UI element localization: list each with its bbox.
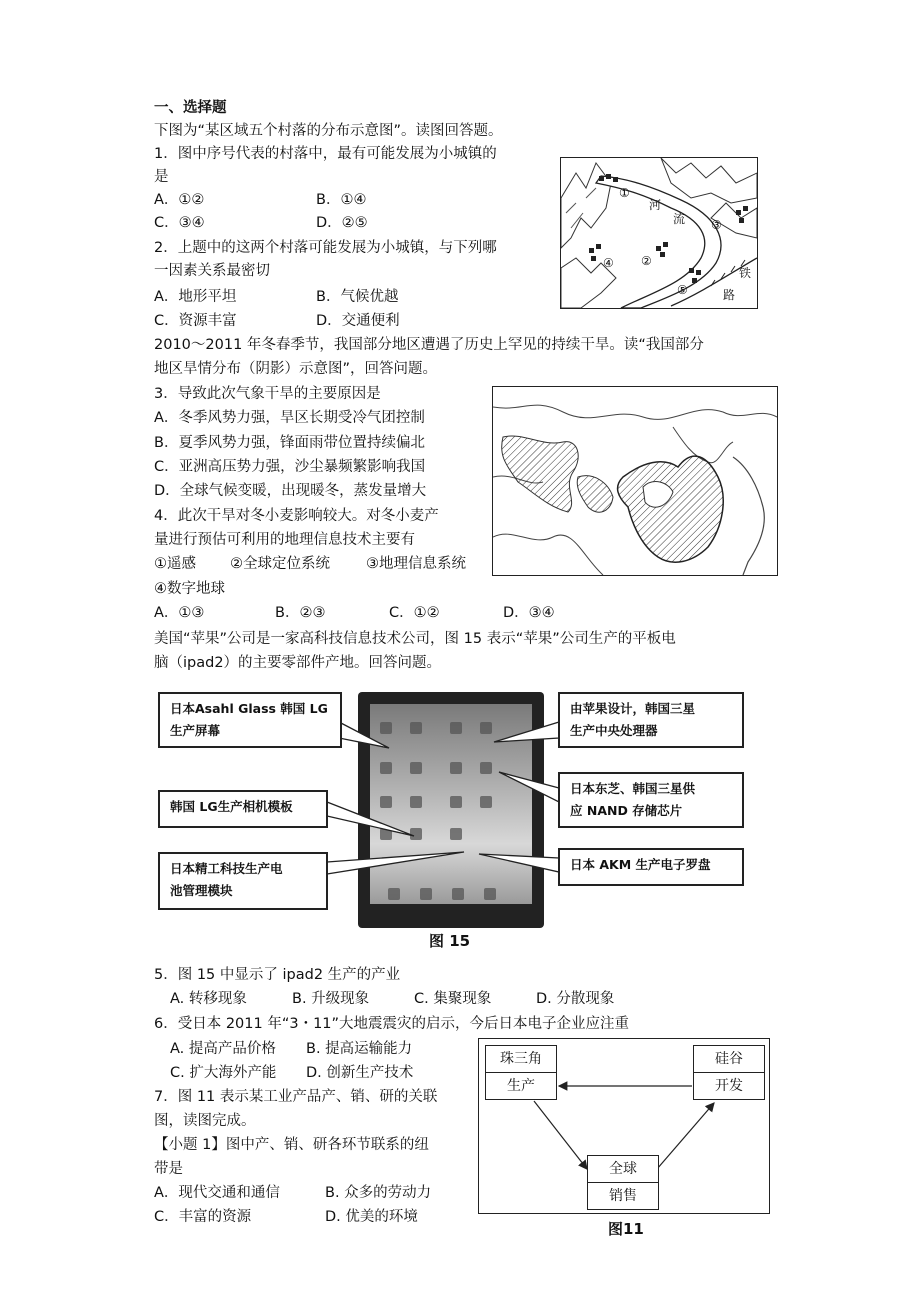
q2-option-c[interactable]: C．资源丰富 [154,313,237,329]
q7-option-b[interactable]: B. 众多的劳动力 [325,1185,432,1201]
q2-stem-cont: 一因素关系最密切 [154,263,270,279]
flow-node-sales-role: 销售 [588,1182,658,1209]
q3-option-a[interactable]: A．冬季风势力强，旱区长期受冷气团控制 [154,410,425,426]
callout-nand [558,772,744,828]
callout-nand-line2: 应 NAND 存储芯片 [570,803,683,818]
flow-node-development [693,1045,765,1100]
intro-drought: 2010～2011 年冬春季节，我国部分地区遭遇了历史上罕见的持续干旱。读“我国部分 [154,337,704,353]
callout-camera [158,790,328,828]
ipad-figure [154,686,750,954]
q3-option-d[interactable]: D．全球气候变暖，出现暖冬，蒸发量增大 [154,483,427,499]
q4-item-2: ②全球定位系统 [230,556,330,572]
q6-option-c[interactable]: C. 扩大海外产能 [170,1065,277,1081]
callout-battery-line2: 池管理模块 [170,883,233,898]
intro-apple-cont: 脑（ipad2）的主要零部件产地。回答问题。 [154,655,442,671]
q6-stem: 6．受日本 2011 年“3・11”大地震震灾的启示，今后日本电子企业应注重 [154,1016,630,1032]
q6-option-a[interactable]: A. 提高产品价格 [170,1041,276,1057]
q5-option-c[interactable]: C. 集聚现象 [414,991,492,1007]
callout-screen-line1: 日本Asahl Glass 韩国 LG [170,701,328,716]
section-title: 一、选择题 [154,100,227,116]
q3-stem: 3．导致此次气象干旱的主要原因是 [154,386,381,402]
q5-option-b[interactable]: B. 升级现象 [292,991,370,1007]
flow-node-sales-region: 全球 [609,1161,637,1177]
q4-option-c[interactable]: C．①② [389,605,440,621]
q2-option-d[interactable]: D．交通便利 [316,313,400,329]
q4-stem-cont: 量进行预估可利用的地理信息技术主要有 [154,532,415,548]
q6-option-d[interactable]: D. 创新生产技术 [306,1065,414,1081]
river-label-2: 流 [673,212,686,226]
road-label: 路 [723,288,736,302]
callout-cpu-line1: 由苹果设计，韩国三星 [570,701,696,716]
callout-nand-line1: 日本东芝、韩国三星供 [570,781,696,796]
intro-drought-cont: 地区旱情分布（阴影）示意图”，回答问题。 [154,361,438,377]
q2-option-b[interactable]: B．气候优越 [316,289,399,305]
intro-village: 下图为“某区域五个村落的分布示意图”。读图回答题。 [154,123,503,139]
q1-option-b[interactable]: B．①④ [316,192,367,208]
callout-battery [158,852,328,910]
q5-option-d[interactable]: D. 分散现象 [536,991,615,1007]
figure-15-caption: 图 15 [429,932,471,950]
flow-node-development-role: 开发 [694,1072,764,1099]
q7-option-a[interactable]: A．现代交通和通信 [154,1185,280,1201]
q5-option-a[interactable]: A. 转移现象 [170,991,247,1007]
callout-screen [158,692,342,748]
q1-option-a[interactable]: A．①② [154,192,205,208]
callout-compass [558,848,744,886]
intro-apple: 美国“苹果”公司是一家高科技信息技术公司，图 15 表示“苹果”公司生产的平板电 [154,631,676,647]
q7-sub1-stem: 【小题 1】图中产、销、研各环节联系的纽 [154,1137,429,1153]
callout-battery-line1: 日本精工科技生产电 [170,861,283,876]
figure-11-caption: 图11 [608,1220,644,1238]
flow-node-sales [587,1155,659,1210]
village-label-1: ① [619,186,630,200]
q1-option-c[interactable]: C．③④ [154,215,205,231]
callout-screen-line2: 生产屏幕 [170,723,221,738]
flow-node-production [485,1045,557,1100]
q7-option-c[interactable]: C．丰富的资源 [154,1209,252,1225]
drought-map [492,386,778,576]
q1-stem-cont: 是 [154,169,169,185]
q4-option-d[interactable]: D．③④ [503,605,555,621]
callout-camera-line1: 韩国 LG生产相机模板 [170,799,293,814]
q4-item-4: ④数字地球 [154,581,225,597]
q3-option-c[interactable]: C．亚洲高压势力强，沙尘暴频繁影响我国 [154,459,426,475]
q4-option-b[interactable]: B．②③ [275,605,326,621]
q4-stem: 4．此次干旱对冬小麦影响较大。对冬小麦产 [154,508,439,524]
q6-option-b[interactable]: B. 提高运输能力 [306,1041,413,1057]
q4-option-a[interactable]: A．①③ [154,605,205,621]
q1-option-d[interactable]: D．②⑤ [316,215,368,231]
rail-label: 铁 [739,266,752,280]
q3-option-b[interactable]: B．夏季风势力强，锋面雨带位置持续偏北 [154,435,425,451]
q4-item-3: ③地理信息系统 [366,556,466,572]
q7-stem: 7．图 11 表示某工业产品产、销、研的关联 [154,1089,438,1105]
flow-figure [478,1038,770,1214]
village-map [560,157,758,309]
q7-option-d[interactable]: D. 优美的环境 [325,1209,418,1225]
q2-option-a[interactable]: A．地形平坦 [154,289,237,305]
q1-stem: 1．图中序号代表的村落中，最有可能发展为小城镇的 [154,146,497,162]
q5-stem: 5．图 15 中显示了 ipad2 生产的产业 [154,967,401,983]
flow-node-development-region: 硅谷 [715,1051,743,1067]
village-label-5: ⑤ [677,283,688,297]
callout-cpu-line2: 生产中央处理器 [570,723,658,738]
q4-item-1: ①遥感 [154,556,196,572]
callout-cpu [558,692,744,748]
flow-node-production-role: 生产 [486,1072,556,1099]
q7-sub1-stem-cont: 带是 [154,1161,183,1177]
flow-node-production-region: 珠三角 [500,1051,542,1067]
village-label-2: ② [641,254,652,268]
village-label-3: ③ [711,218,722,232]
village-label-4: ④ [603,256,614,270]
callout-compass-line1: 日本 AKM 生产电子罗盘 [570,857,711,872]
drought-map-drawing [493,387,777,575]
river-label-1: 河 [649,198,662,212]
q2-stem: 2．上题中的这两个村落可能发展为小城镇，与下列哪 [154,240,497,256]
q7-stem-cont: 图，读图完成。 [154,1113,256,1129]
